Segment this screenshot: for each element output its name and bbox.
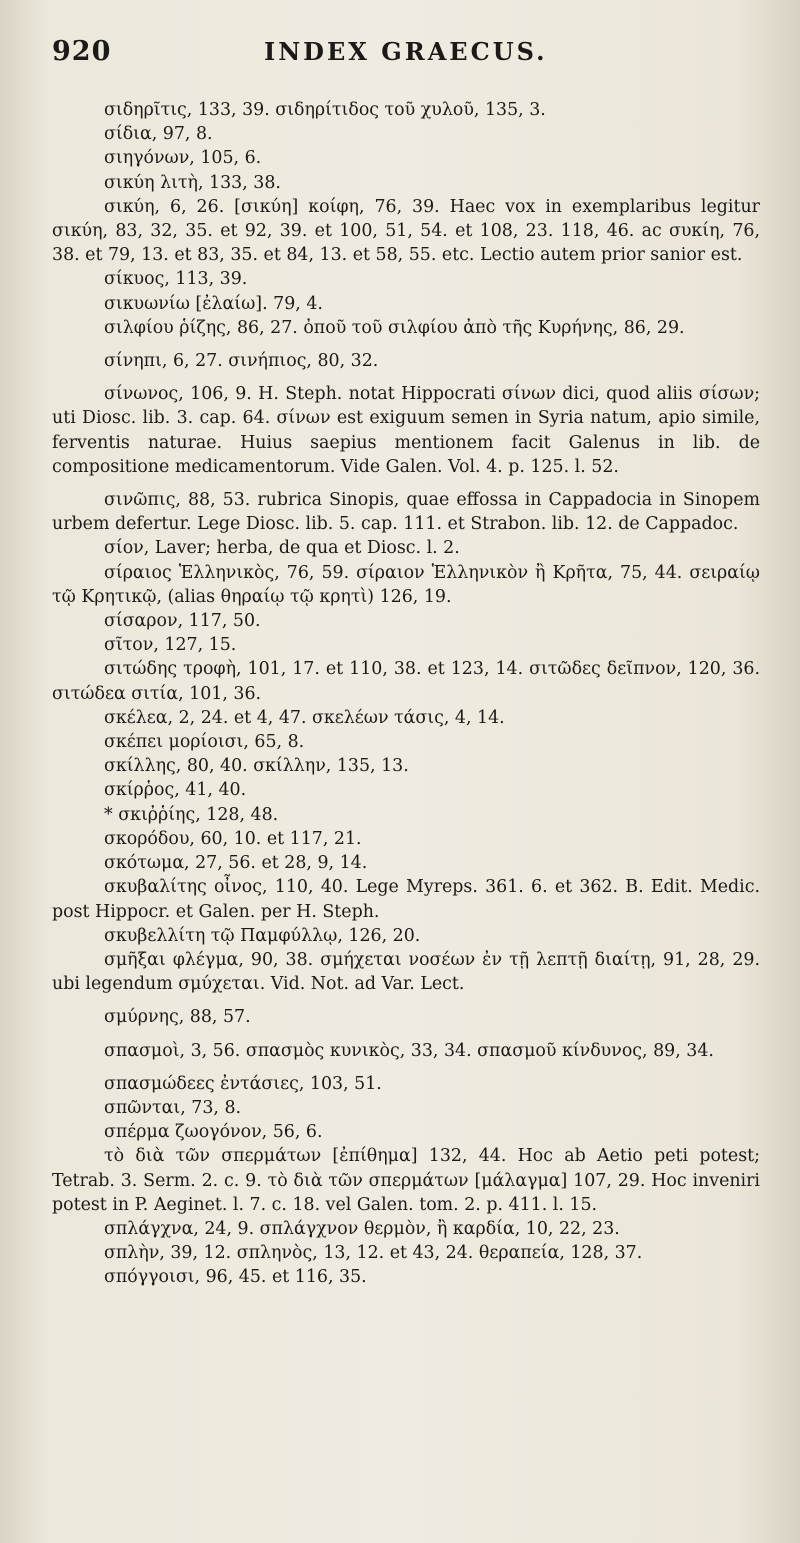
index-entry: σκυβαλίτης οἶνος, 110, 40. Lege Myreps. 361. 6. et 362. B. Edit. Medic. post Hippocr. et Galen. per H. Steph.: [52, 877, 760, 922]
index-entry: σπόγγοισι, 96, 45. et 116, 35.: [104, 1267, 367, 1288]
index-entry: σικύη λιτὴ, 133, 38.: [104, 172, 281, 193]
index-entry: σίον, Laver; herba, de qua et Diosc. l. 2.: [104, 538, 460, 559]
index-entry: σίδια, 97, 8.: [104, 124, 213, 145]
index-entry: σμῆξαι φλέγμα, 90, 38. σμήχεται νοσέων ἐν τῇ λεπτῇ διαίτῃ, 91, 28, 29. ubi legendum σμύχεται. Vid. Not. ad Var. Lect.: [52, 949, 760, 995]
index-entry: σπλάγχνα, 24, 9. σπλάγχνον θερμὸν, ἢ καρδία, 10, 22, 23.: [104, 1218, 620, 1239]
index-entry: σκότωμα, 27, 56. et 28, 9, 14.: [104, 853, 368, 874]
index-entry: σιδηρῖτις, 133, 39. σιδηρίτιδος τοῦ χυλοῦ, 135, 3.: [104, 100, 546, 120]
page-header: [52, 36, 760, 80]
index-entry: σίραιος Ἑλληνικὸς, 76, 59. σίραιον Ἑλληνικὸν ἢ Κρῆτα, 75, 44. σειραίῳ τῷ Κρητικῷ, (alias θηραίῳ τῷ κρητὶ) 126, 19.: [52, 562, 760, 607]
index-entry: σινῶπις, 88, 53. rubrica Sinopis, quae effossa in Cappadocia in Sinopem urbem defertur. Lege Diosc. lib. 5. cap. 111. et Strabon. lib. 12. de Cappadoc.: [52, 490, 760, 535]
index-entry: σκέπει μορίοισι, 65, 8.: [104, 732, 305, 753]
index-entry: σίσαρον, 117, 50.: [104, 611, 261, 632]
index-entry: σιτώδης τροφὴ, 101, 17. et 110, 38. et 123, 14. σιτῶδες δεῖπνον, 120, 36. σιτώδεα σιτία, 101, 36.: [52, 659, 760, 704]
index-entry: σκυβελλίτη τῷ Παμφύλλῳ, 126, 20.: [104, 925, 421, 946]
index-entry: σιηγόνων, 105, 6.: [104, 148, 262, 169]
index-entry: σκίρῥος, 41, 40.: [104, 780, 247, 801]
index-entry: σιλφίου ῥίζης, 86, 27. ὀποῦ τοῦ σιλφίου ἀπὸ τῆς Κυρήνης, 86, 29.: [104, 317, 685, 338]
index-entry: σπασμοὶ, 3, 56. σπασμὸς κυνικὸς, 33, 34. σπασμοῦ κίνδυνος, 89, 34.: [104, 1040, 714, 1061]
index-entries: [52, 98, 760, 1290]
index-entry: σκορόδου, 60, 10. et 117, 21.: [104, 828, 362, 849]
index-entry: σίκυος, 113, 39.: [104, 269, 248, 290]
index-entry: σίνηπι, 6, 27. σινήπιος, 80, 32.: [104, 351, 379, 372]
index-entry: σικυωνίω [ἐλαίω]. 79, 4.: [104, 293, 323, 314]
index-entry: σκέλεα, 2, 24. et 4, 47. σκελέων τάσις, 4, 14.: [104, 707, 505, 728]
index-entry: σικύη, 6, 26. [σικύη] κοίφη, 76, 39. Haec vox in exemplaribus legitur σικύη, 83, 32, 35. et 92, 39. et 100, 51, 54. et 108, 23. 118, 46. ac συκίη, 76, 38. et 79, 13. et 83, 35. et 84, 13. et 58, 55. etc. Lectio autem prior sanior est.: [52, 196, 760, 266]
index-entry: τὸ διὰ τῶν σπερμάτων [ἐπίθημα] 132, 44. Hoc ab Aetio peti potest; Tetrab. 3. Serm. 2. c. 9. τὸ διὰ τῶν σπερμάτων [μάλαγμα] 107, 29. Hoc inveniri potest in P. Aeginet. l. 7. c. 18. vel Galen. tom. 2. p. 411. l. 15.: [52, 1146, 760, 1215]
index-entry: * σκιῤῥίης, 128, 48.: [104, 804, 279, 825]
running-title: INDEX GRAECUS.: [264, 37, 548, 66]
index-entry: σπασμώδεες ἐντάσιες, 103, 51.: [104, 1073, 382, 1094]
index-entry: σῖτον, 127, 15.: [104, 635, 237, 656]
index-entry: σκίλλης, 80, 40. σκίλλην, 135, 13.: [104, 756, 409, 777]
page-number: 920: [52, 36, 112, 67]
index-entry: σπῶνται, 73, 8.: [104, 1097, 242, 1118]
index-entry: σπλὴν, 39, 12. σπληνὸς, 13, 12. et 43, 24. θεραπεία, 128, 37.: [104, 1243, 643, 1264]
index-entry: σπέρμα ζωογόνον, 56, 6.: [104, 1122, 323, 1143]
index-entry: σίνωνος, 106, 9. H. Steph. notat Hippocrati σίνων dici, quod aliis σίσων; uti Diosc. lib. 3. cap. 64. σίνων est exiguum semen in Syria natum, apio simile, ferventis naturae. Huius saepius mentionem facit Galenus in lib. de compositione medicamentorum. Vide Galen. Vol. 4. p. 125. l. 52.: [52, 384, 760, 477]
index-entry: σμύρνης, 88, 57.: [104, 1007, 251, 1028]
